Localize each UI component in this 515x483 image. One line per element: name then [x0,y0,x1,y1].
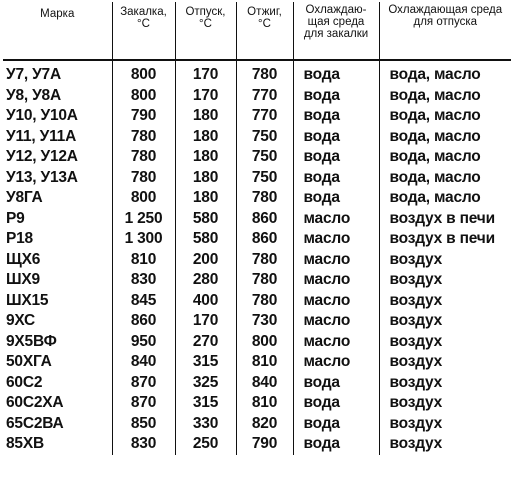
cell-temper-temp: 180 [175,168,236,189]
cell-anneal-temp: 750 [236,147,293,168]
cell-quench-temp: 1 300 [112,229,175,250]
cell-quench-medium: масло [293,229,379,250]
cell-temper-medium: воздух [379,250,511,271]
cell-grade: 50ХГА [6,353,52,371]
table-body [3,60,511,455]
cell-quench-temp: 800 [112,188,175,209]
cell-temper-temp: 180 [175,127,236,148]
cell-grade: У12, У12А [6,148,78,166]
cell-temper-medium: воздух в печи [379,229,511,250]
cell-quench-temp: 845 [112,291,175,312]
cell-grade: 60С2 [6,373,43,391]
cell-quench-temp: 830 [112,434,175,455]
cell-temper-medium: вода, масло [379,147,511,168]
header-temper-medium: Охлаждающая среда для отпуска [379,2,511,60]
cell-grade: 85ХВ [6,435,44,453]
cell-quench-temp: 870 [112,393,175,414]
cell-quench-temp: 790 [112,106,175,127]
cell-grade: У10, У10А [6,107,78,125]
cell-quench-medium: вода [293,393,379,414]
cell-grade: У11, У11А [6,127,77,145]
cell-temper-medium: воздух [379,270,511,291]
cell-quench-medium: вода [293,65,379,86]
cell-anneal-temp: 790 [236,434,293,455]
cell-grade: 65С2ВА [6,414,64,432]
cell-temper-medium: воздух в печи [379,209,511,230]
table-row [3,373,511,394]
table-row [3,86,511,107]
cell-temper-temp: 580 [175,209,236,230]
cell-anneal-temp: 860 [236,209,293,230]
table-row [3,332,511,353]
cell-temper-temp: 315 [175,393,236,414]
cell-quench-temp: 950 [112,332,175,353]
cell-temper-temp: 315 [175,352,236,373]
cell-quench-medium: вода [293,434,379,455]
cell-anneal-temp: 780 [236,250,293,271]
header-grade: Марка [3,2,112,60]
cell-temper-temp: 180 [175,188,236,209]
header-quench-medium: Охлаждаю- щая среда для закалки [293,2,379,60]
cell-temper-medium: воздух [379,393,511,414]
cell-quench-medium: вода [293,106,379,127]
cell-anneal-temp: 730 [236,311,293,332]
cell-grade: ЩХ6 [6,250,41,268]
cell-quench-medium: масло [293,311,379,332]
cell-anneal-temp: 750 [236,168,293,189]
cell-anneal-temp: 860 [236,229,293,250]
cell-quench-medium: масло [293,332,379,353]
table-row [3,229,511,250]
cell-temper-medium: воздух [379,291,511,312]
cell-temper-temp: 580 [175,229,236,250]
cell-anneal-temp: 780 [236,291,293,312]
cell-anneal-temp: 780 [236,188,293,209]
cell-anneal-temp: 820 [236,414,293,435]
cell-quench-medium: вода [293,168,379,189]
table-row [3,393,511,414]
cell-quench-temp: 1 250 [112,209,175,230]
table-row [3,414,511,435]
cell-temper-temp: 200 [175,250,236,271]
cell-temper-medium: вода, масло [379,127,511,148]
cell-temper-temp: 325 [175,373,236,394]
cell-temper-medium: вода, масло [379,188,511,209]
cell-temper-medium: вода, масло [379,168,511,189]
header-anneal-temp: Отжиг, °С [236,2,293,60]
cell-quench-medium: вода [293,86,379,107]
cell-anneal-temp: 840 [236,373,293,394]
cell-anneal-temp: 800 [236,332,293,353]
cell-temper-medium: вода, масло [379,65,511,86]
cell-quench-temp: 810 [112,250,175,271]
cell-quench-medium: масло [293,209,379,230]
table-row [3,311,511,332]
header-row [3,2,511,60]
cell-quench-medium: вода [293,127,379,148]
cell-grade: 9ХС [6,312,35,330]
table-row [3,291,511,312]
cell-temper-temp: 400 [175,291,236,312]
cell-anneal-temp: 770 [236,86,293,107]
cell-temper-temp: 180 [175,147,236,168]
cell-anneal-temp: 750 [236,127,293,148]
header-quench-temp: Закалка, °С [112,2,175,60]
cell-quench-medium: вода [293,188,379,209]
cell-grade: ШХ15 [6,291,49,309]
cell-grade: У8, У8А [6,86,61,104]
cell-temper-medium: воздух [379,373,511,394]
cell-quench-medium: вода [293,373,379,394]
header-temper-temp: Отпуск, °С [175,2,236,60]
cell-grade: 9Х5ВФ [6,332,57,350]
cell-quench-medium: масло [293,291,379,312]
cell-temper-medium: вода, масло [379,106,511,127]
cell-anneal-temp: 780 [236,270,293,291]
cell-grade: У7, У7А [6,66,61,84]
cell-temper-medium: воздух [379,332,511,353]
cell-temper-temp: 180 [175,106,236,127]
table-row [3,188,511,209]
cell-anneal-temp: 780 [236,65,293,86]
cell-anneal-temp: 810 [236,393,293,414]
cell-quench-temp: 840 [112,352,175,373]
cell-grade: У13, У13А [6,168,78,186]
table-row [3,147,511,168]
heat-treatment-table [3,2,511,455]
cell-anneal-temp: 770 [236,106,293,127]
cell-quench-temp: 870 [112,373,175,394]
cell-grade: ШХ9 [6,271,40,289]
cell-quench-medium: масло [293,352,379,373]
cell-temper-medium: воздух [379,311,511,332]
cell-temper-medium: воздух [379,352,511,373]
cell-anneal-temp: 810 [236,352,293,373]
cell-quench-temp: 850 [112,414,175,435]
cell-temper-temp: 170 [175,311,236,332]
table-header [3,2,511,60]
cell-quench-temp: 830 [112,270,175,291]
cell-temper-temp: 250 [175,434,236,455]
cell-temper-temp: 280 [175,270,236,291]
cell-temper-medium: воздух [379,414,511,435]
cell-quench-medium: вода [293,147,379,168]
cell-temper-temp: 270 [175,332,236,353]
cell-grade: Р18 [6,230,33,248]
cell-quench-temp: 860 [112,311,175,332]
cell-quench-medium: вода [293,414,379,435]
cell-temper-medium: вода, масло [379,86,511,107]
cell-temper-temp: 330 [175,414,236,435]
table-row [3,434,511,455]
cell-quench-medium: масло [293,250,379,271]
cell-grade: Р9 [6,209,25,227]
cell-quench-temp: 780 [112,168,175,189]
table-row [3,106,511,127]
cell-quench-temp: 800 [112,86,175,107]
table-row [3,270,511,291]
cell-temper-temp: 170 [175,86,236,107]
cell-quench-temp: 780 [112,127,175,148]
table-row [3,168,511,189]
table-row [3,250,511,271]
cell-grade: 60С2ХА [6,394,64,412]
cell-quench-temp: 780 [112,147,175,168]
cell-grade: У8ГА [6,189,43,207]
cell-quench-temp: 800 [112,65,175,86]
table-row [3,65,511,86]
table-row [3,209,511,230]
table-row [3,127,511,148]
table-row [3,352,511,373]
cell-temper-medium: воздух [379,434,511,455]
cell-temper-temp: 170 [175,65,236,86]
cell-quench-medium: масло [293,270,379,291]
